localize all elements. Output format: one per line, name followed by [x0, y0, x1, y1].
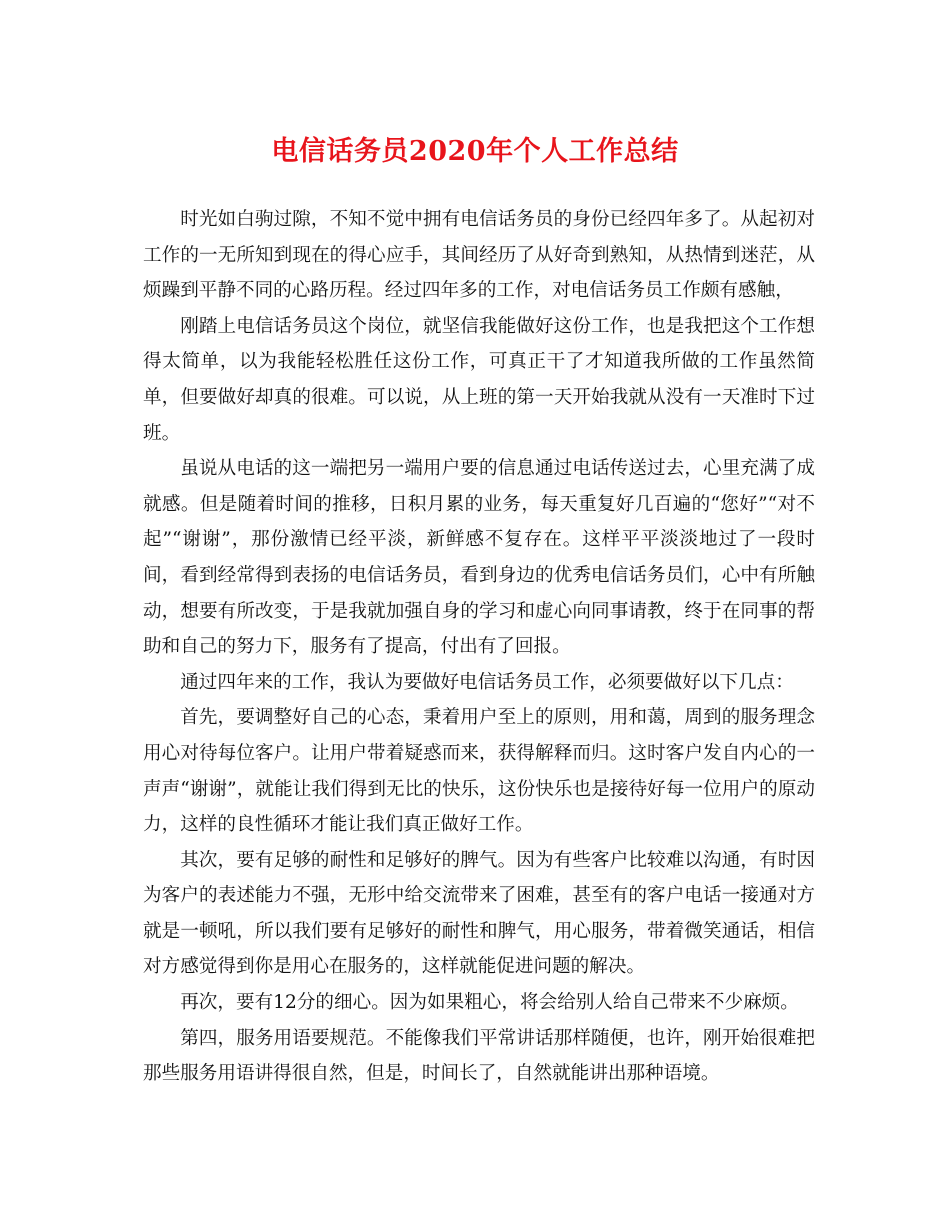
- paragraph-3: 虽说从电话的这一端把另一端用户要的信息通过电话传送过去，心里充满了成就感。但是随着时间的推移，日积月累的业务，每天重复好几百遍的“您好”“对不起”“谢谢”，那份激情已经平淡，新鲜感不复存在。这样平平淡淡地过了一段时间，看到经常得到表扬的电信话务员，看到身边的优秀电信话务员们，心中有所触动，想要有所改变，于是我就加强自身的学习和虚心向同事请教，终于在同事的帮助和自己的努力下，服务有了提高，付出有了回报。: [143, 458, 815, 658]
- paragraph-8: 第四，服务用语要规范。不能像我们平常讲话那样随便，也许，刚开始很难把那些服务用语讲得很自然，但是，时间长了，自然就能讲出那种语境。: [143, 1027, 815, 1085]
- paragraph-5: 首先，要调整好自己的心态，秉着用户至上的原则，用和蔼，周到的服务理念用心对待每位客户。让用户带着疑惑而来，获得解释而归。这时客户发自内心的一声声“谢谢”，就能让我们得到无比的快乐，这份快乐也是接待好每一位用户的原动力，这样的良性循环才能让我们真正做好工作。: [143, 707, 815, 836]
- paragraph-1: 时光如白驹过隙，不知不觉中拥有电信话务员的身份已经四年多了。从起初对工作的一无所知到现在的得心应手，其间经历了从好奇到熟知，从热情到迷茫，从烦躁到平静不同的心路历程。经过四年多的工作，对电信话务员工作颇有感触，: [143, 209, 815, 302]
- document-body: [143, 202, 815, 1092]
- paragraph-4: 通过四年来的工作，我认为要做好电信话务员工作，必须要做好以下几点：: [180, 671, 794, 693]
- paragraph-7: 再次，要有12分的细心。因为如果粗心，将会给别人给自己带来不少麻烦。: [180, 992, 799, 1014]
- paragraph-2: 刚踏上电信话务员这个岗位，就坚信我能做好这份工作，也是我把这个工作想得太简单，以为我能轻松胜任这份工作，可真正干了才知道我所做的工作虽然简单，但要做好却真的很难。可以说，从上班的第一天开始我就从没有一天准时下过班。: [143, 315, 815, 444]
- document-title: 电信话务员2020年个人工作总结: [271, 136, 679, 167]
- paragraph-6: 其次，要有足够的耐性和足够好的脾气。因为有些客户比较难以沟通，有时因为客户的表述能力不强，无形中给交流带来了困难，甚至有的客户电话一接通对方就是一顿吼，所以我们要有足够好的耐性和脾气，用心服务，带着微笑通话，相信对方感觉得到你是用心在服务的，这样就能促进问题的解决。: [143, 849, 815, 978]
